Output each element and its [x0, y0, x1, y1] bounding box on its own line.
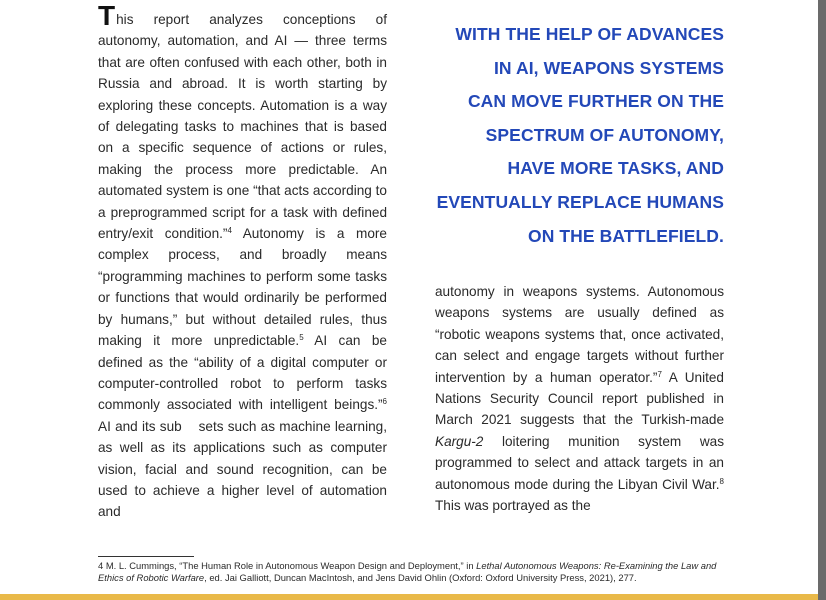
- footnote-4: [98, 560, 724, 585]
- footnote-text: , ed. Jai Galliott, Duncan MacIntosh, and Jens David Ohlin (Oxford: Oxford University Press, 2021), 277.: [204, 572, 637, 584]
- body-text: AI can be defined as the “ability of a digital computer or computer-controlled robot to perform tasks commonly associated with intelligent beings.”: [98, 333, 387, 413]
- body-text: autonomy in weapons systems. Autonomous weapons systems are usually defined as “robotic weapons systems that, once activated, can select and engage targets without further intervention by a human operator.”: [435, 284, 724, 385]
- pull-quote-line: ON THE BATTLEFIELD.: [527, 225, 724, 246]
- pull-quote-line: IN AI, WEAPONS SYSTEMS: [493, 57, 724, 78]
- pull-quote-line: CAN MOVE FURTHER ON THE: [467, 91, 724, 112]
- pull-quote-line: WITH THE HELP OF ADVANCES: [455, 24, 724, 44]
- right-column: [435, 281, 724, 516]
- body-text: AI and its sub sets such as machine learning, as well as its applications such as computer vision, facial and sound recognition, can be used to achieve a higher level of automation and: [98, 397, 391, 520]
- footnote-divider: [98, 556, 194, 557]
- pull-quote: [420, 18, 724, 253]
- footnote-ref-6[interactable]: 6: [382, 397, 387, 407]
- body-text: his report analyzes conceptions of autonomy, automation, and AI — three terms that are often confused with each other, both in Russia and abroad. It is worth starting by exploring these concepts. Automation is a way of delegating tasks to machines that is based on a specific sequence of actions or rules, making the process more predictable. An automated system is one “that acts according to a preprogrammed script for a task with defined entry/exit condition.”: [98, 12, 387, 242]
- footnote-ref-7[interactable]: 7: [657, 369, 662, 379]
- footnote-text: 4 M. L. Cummings, “The Human Role in Autonomous Weapon Design and Deployment,” in: [98, 560, 477, 571]
- pull-quote-line: SPECTRUM OF AUTONOMY,: [485, 124, 724, 145]
- footnote-ref-5[interactable]: 5: [299, 333, 304, 343]
- footnote-book-title: Lethal Autonomous Weapons: Re-Examining the Law and Ethics of Robotic Warfare: [98, 560, 717, 584]
- pull-quote-line: HAVE MORE TASKS, AND: [507, 158, 724, 179]
- pull-quote-line: EVENTUALLY REPLACE HUMANS: [436, 191, 724, 212]
- body-text: loitering munition system was programmed to select and attack targets in an autonomous mode during the Libyan Civil War.: [435, 433, 724, 492]
- body-text: This was portrayed as the: [435, 498, 591, 514]
- footnote-ref-4[interactable]: 4: [227, 226, 232, 236]
- left-column: [98, 0, 391, 523]
- kargu-title: Kargu-2: [435, 433, 484, 449]
- footnote-ref-8[interactable]: 8: [719, 476, 724, 486]
- drop-cap: T: [98, 0, 116, 31]
- viewer-edge: [818, 0, 826, 600]
- body-text: A United Nations Security Council report published in March 2021 suggests that the Turkish-made: [435, 369, 724, 428]
- bottom-accent-bar: [0, 594, 818, 600]
- body-text: Autonomy is a more complex process, and broadly means “programming machines to perform some tasks or functions that would ordinarily be performed by humans,” but without detailed rules, thus making it more unpredictable.: [98, 226, 387, 349]
